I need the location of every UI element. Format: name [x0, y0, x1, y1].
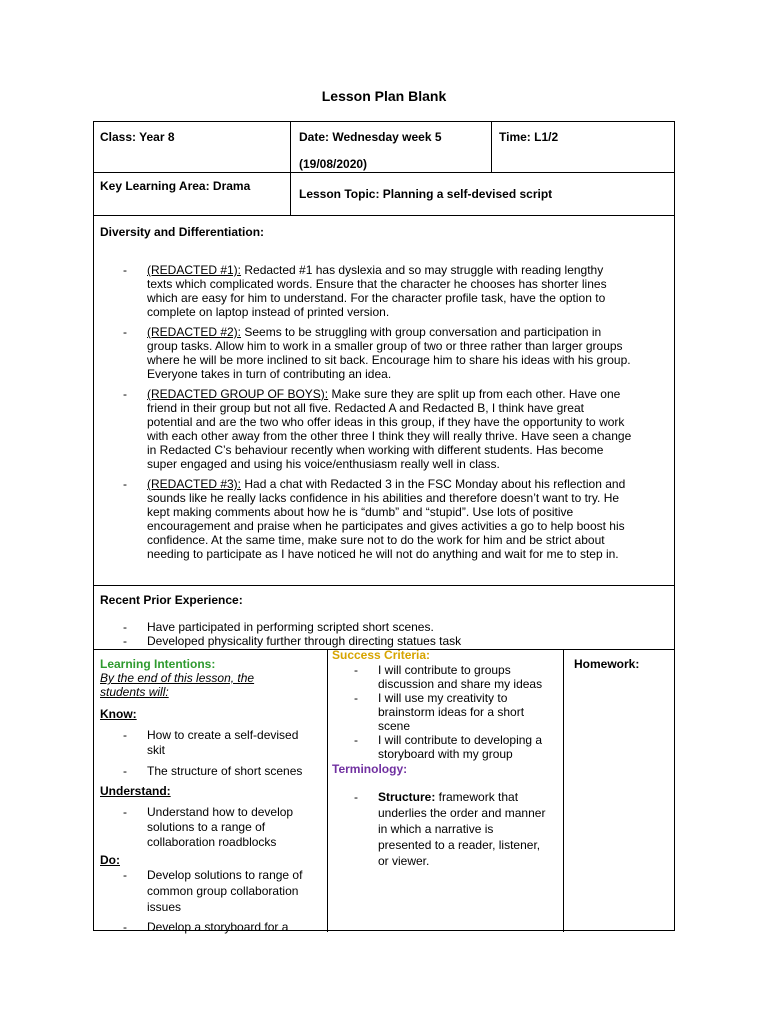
prior-experience-list: [123, 620, 663, 648]
list-item: [354, 663, 559, 691]
note-line: in Redacted C’s behaviour recently when working with different students. Has become: [147, 443, 604, 457]
item-line: scene: [378, 719, 411, 733]
list-item: [354, 789, 559, 869]
understand-heading: Understand:: [100, 784, 171, 798]
do-list: [123, 867, 323, 935]
note-line: with each other away from the other three I think they will really thrive. Have seen a change: [147, 429, 632, 443]
key-learning-area-cell: Key Learning Area: Drama: [100, 179, 251, 193]
list-item: [123, 805, 323, 850]
student-label: (REDACTED #1):: [147, 263, 242, 277]
note-line: needing to participate as I have noticed he will not do anything and wait for me to step in.: [147, 547, 619, 561]
item-line: or viewer.: [378, 854, 430, 868]
note-line: texts which complicated words. Ensure that the character he chooses has shorter lines: [147, 277, 607, 291]
list-item: [354, 733, 559, 761]
diversity-item: [123, 387, 668, 471]
item-line: underlies the order and manner: [378, 806, 546, 820]
list-item: [123, 867, 323, 915]
row-divider: [94, 585, 674, 586]
lesson-plan-table: [93, 121, 675, 934]
page-title: Lesson Plan Blank: [321, 88, 447, 104]
item-line: in which a narrative is: [378, 822, 494, 836]
item-line: collaboration roadblocks: [147, 835, 277, 849]
item-line: discussion and share my ideas: [378, 677, 543, 691]
note-line: complete on laptop instead of printed version.: [147, 305, 390, 319]
do-heading: Do:: [100, 853, 120, 867]
list-item: - Have participated in performing scripted short scenes.: [123, 620, 663, 634]
note-line: encouragement and praise when he participates and gives activities a go to help boost his: [147, 519, 625, 533]
success-criteria-heading: Success Criteria:: [332, 648, 431, 662]
item-line: - I will contribute to groups: [378, 663, 511, 677]
diversity-item: [123, 325, 668, 381]
note-line: group tasks. Allow him to work in a smaller group of two or three rather than larger groups: [147, 339, 623, 353]
item-line: - Understand how to develop: [147, 805, 294, 819]
note-line: kept making comments about how he is “dumb” and “stupid”. Use lots of positive: [147, 505, 574, 519]
note-line: friend in their group but not all five. Redacted A and Redacted B, I think have great: [147, 401, 584, 415]
list-item: - Developed physicality further through directing statues task: [123, 634, 663, 648]
student-label: (REDACTED #3):: [147, 477, 242, 491]
prior-experience-heading: Recent Prior Experience:: [100, 593, 243, 607]
list-item: [123, 764, 323, 779]
note-line: Everyone takes in turn of contributing an idea.: [147, 367, 392, 381]
lesson-topic-cell: Lesson Topic: Planning a self-devised script: [299, 187, 553, 201]
class-cell: Class: Year 8: [100, 130, 175, 144]
list-item: [354, 691, 559, 733]
item-line: - I will use my creativity to: [378, 691, 508, 705]
note-line: where he will be more inclined to sit back. Encourage him to share his ideas with his group.: [147, 353, 631, 367]
item-line: issues: [147, 900, 182, 914]
note-line: Had a chat with Redacted 3 in the FSC Monday about his reflection and: [241, 477, 626, 491]
item-line: storyboard with my group: [378, 747, 513, 761]
success-criteria-list: [354, 663, 559, 761]
date-value: (19/08/2020): [299, 157, 368, 171]
item-line: solutions to a range of: [147, 820, 266, 834]
time-cell: Time: L1/2: [499, 130, 559, 144]
diversity-list: [123, 263, 668, 561]
term: Structure:: [378, 790, 436, 804]
note-line: confidence. At the same time, make sure not to do the work for him and be strict about: [147, 533, 605, 547]
item-line: brainstorm ideas for a short: [378, 705, 525, 719]
note-line: Seems to be struggling with group conversation and participation in: [241, 325, 602, 339]
row-divider: [94, 215, 674, 216]
item-line: - I will contribute to developing a: [378, 733, 543, 747]
diversity-item: [123, 477, 668, 561]
date-cell: Date: Wednesday week 5: [299, 130, 442, 144]
diversity-item: [123, 263, 668, 319]
know-heading: Know:: [100, 707, 137, 721]
item-line: presented to a reader, listener,: [378, 838, 541, 852]
terminology-list: [354, 789, 559, 869]
note-line: which are easy for him to understand. For the character profile task, have the option to: [147, 291, 606, 305]
item-line: - Develop a storyboard for a: [147, 920, 289, 934]
know-list: [123, 728, 323, 779]
row-divider: [94, 172, 674, 173]
note-line: potential and are the two who offer ideas in this group, if they have the opportunity to work: [147, 415, 625, 429]
intro-line: students will:: [100, 685, 169, 699]
col-divider: [290, 122, 291, 215]
item-line: - The structure of short scenes: [147, 764, 303, 778]
note-line: Make sure they are split up from each other. Have one: [328, 387, 621, 401]
learning-intentions-heading: Learning Intentions:: [100, 657, 216, 671]
note-line: sounds like he really lacks confidence in his abilities and therefore doesn’t want to try. He: [147, 491, 620, 505]
diversity-heading: Diversity and Differentiation:: [100, 225, 265, 239]
note-line: super engaged and using his voice/enthusiasm really well in class.: [147, 457, 500, 471]
student-label: (REDACTED #2):: [147, 325, 242, 339]
list-item: [123, 728, 323, 758]
item-line: skit: [147, 743, 165, 757]
col-divider: [563, 649, 564, 932]
understand-list: [123, 805, 323, 850]
item-line: - Develop solutions to range of: [147, 868, 303, 882]
note-line: Redacted #1 has dyslexia and so may struggle with reading lengthy: [241, 263, 604, 277]
item-line: common group collaboration: [147, 884, 299, 898]
item-line: - How to create a self-devised: [147, 728, 299, 742]
intro-line: By the end of this lesson, the: [100, 671, 255, 685]
item-line: framework that: [435, 790, 519, 804]
col-divider: [491, 122, 492, 172]
col-divider: [327, 649, 328, 932]
student-label: (REDACTED GROUP OF BOYS):: [147, 387, 329, 401]
terminology-heading: Terminology:: [332, 762, 408, 776]
list-item: [123, 919, 323, 935]
homework-heading: Homework:: [574, 657, 640, 671]
intentions-intro: [100, 671, 254, 699]
